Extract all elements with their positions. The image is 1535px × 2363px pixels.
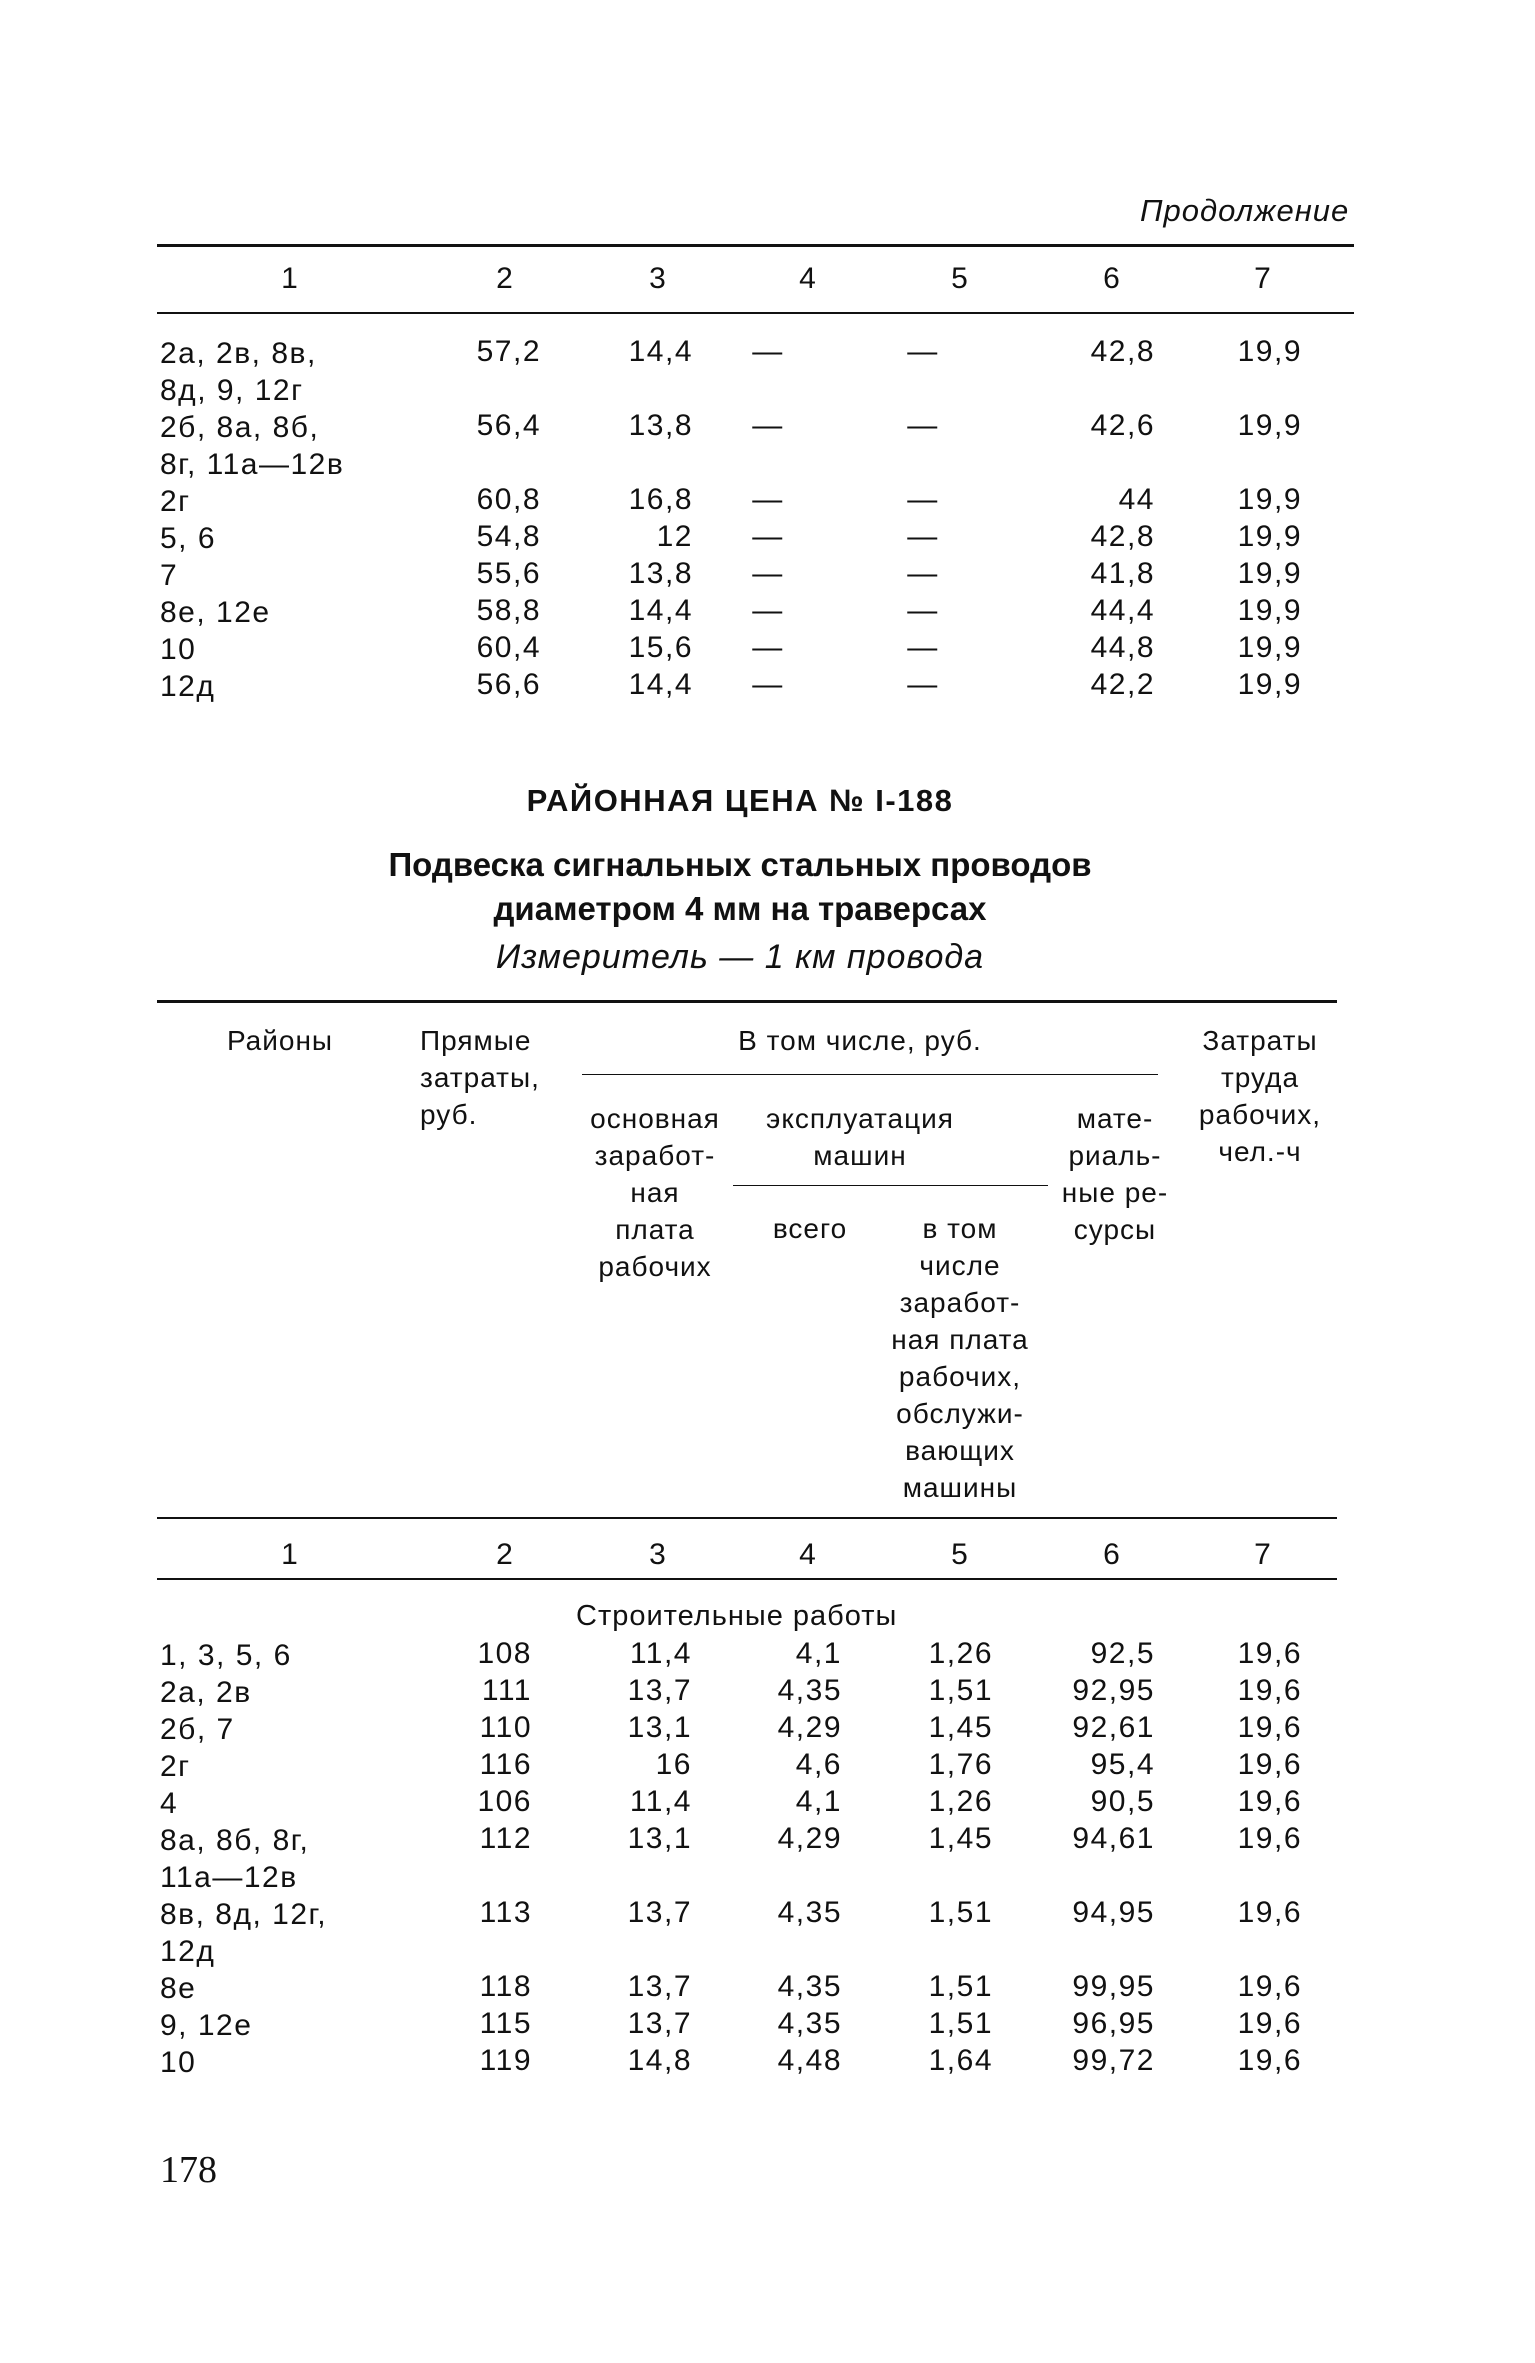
value-cell: 13,8 xyxy=(628,557,693,590)
header-including-rule xyxy=(582,1074,1158,1075)
value-cell: 110 xyxy=(479,1711,532,1744)
value-cell: 4,35 xyxy=(777,1970,842,2003)
value-cell: 44,8 xyxy=(1090,631,1155,664)
value-cell: 1,45 xyxy=(928,1822,993,1855)
header-machine-wage: обслужи- xyxy=(896,1398,1024,1429)
header-machine-wage: рабочих, xyxy=(898,1361,1022,1392)
value-cell: 19,6 xyxy=(1237,1785,1302,1818)
value-cell: 4,1 xyxy=(795,1637,842,1670)
value-cell: — xyxy=(752,409,784,442)
column-number: 4 xyxy=(799,1538,817,1571)
value-cell: — xyxy=(752,520,784,553)
column-number: 6 xyxy=(1103,262,1121,295)
value-cell: 19,9 xyxy=(1237,483,1302,516)
value-cell: 1,45 xyxy=(928,1711,993,1744)
value-cell: 42,8 xyxy=(1090,335,1155,368)
value-cell: 1,26 xyxy=(928,1637,993,1670)
header-labor: труда xyxy=(1220,1062,1300,1093)
value-cell: 99,95 xyxy=(1072,1970,1155,2003)
value-cell: 42,2 xyxy=(1090,668,1155,701)
section-label: Строительные работы xyxy=(576,1600,898,1632)
value-cell: 14,4 xyxy=(628,668,693,701)
value-cell: 19,6 xyxy=(1237,2007,1302,2040)
column-number: 1 xyxy=(281,1538,299,1571)
value-cell: 4,35 xyxy=(777,1674,842,1707)
value-cell: 13,1 xyxy=(627,1822,692,1855)
header-labor: рабочих, xyxy=(1198,1099,1322,1130)
region-cell: 7 xyxy=(160,559,179,592)
table2-colnum-rule xyxy=(157,1578,1337,1580)
value-cell: 92,95 xyxy=(1072,1674,1155,1707)
value-cell: 11,4 xyxy=(629,1637,692,1670)
value-cell: 4,35 xyxy=(777,2007,842,2040)
header-direct-costs: руб. xyxy=(420,1099,478,1130)
region-cell: 8в, 8д, 12г, xyxy=(160,1898,328,1931)
header-machine-wage: числе xyxy=(919,1250,1001,1281)
work-title xyxy=(0,843,1480,931)
value-cell: 56,6 xyxy=(476,668,541,701)
header-labor: чел.-ч xyxy=(1218,1136,1302,1167)
value-cell: 60,8 xyxy=(476,483,541,516)
value-cell: 111 xyxy=(481,1674,532,1707)
value-cell: 94,61 xyxy=(1072,1822,1155,1855)
value-cell: 55,6 xyxy=(476,557,541,590)
value-cell: 19,6 xyxy=(1237,1674,1302,1707)
value-cell: 57,2 xyxy=(476,335,541,368)
value-cell: — xyxy=(752,557,784,590)
region-cell: 8д, 9, 12г xyxy=(160,374,304,407)
value-cell: — xyxy=(907,631,939,664)
header-basic-wage: основная xyxy=(590,1103,720,1134)
value-cell: 42,8 xyxy=(1090,520,1155,553)
header-materials: сурсы xyxy=(1073,1214,1157,1245)
region-cell: 2а, 2в xyxy=(160,1676,252,1709)
header-direct-costs: Прямые xyxy=(420,1025,532,1056)
column-number: 3 xyxy=(649,1538,667,1571)
header-basic-wage: заработ- xyxy=(594,1140,716,1171)
value-cell: 44,4 xyxy=(1090,594,1155,627)
column-number: 4 xyxy=(799,262,817,295)
header-materials: мате- xyxy=(1076,1103,1154,1134)
value-cell: — xyxy=(752,594,784,627)
value-cell: — xyxy=(907,668,939,701)
header-basic-wage: рабочих xyxy=(598,1251,712,1282)
value-cell: 4,1 xyxy=(795,1785,842,1818)
header-direct-costs: затраты, xyxy=(420,1062,540,1093)
value-cell: 19,9 xyxy=(1237,409,1302,442)
value-cell: 119 xyxy=(479,2044,532,2077)
value-cell: 94,95 xyxy=(1072,1896,1155,1929)
value-cell: — xyxy=(752,631,784,664)
value-cell: 19,6 xyxy=(1237,1896,1302,1929)
region-cell: 8е xyxy=(160,1972,197,2005)
value-cell: 58,8 xyxy=(476,594,541,627)
value-cell: 13,1 xyxy=(627,1711,692,1744)
value-cell: 14,8 xyxy=(627,2044,692,2077)
value-cell: 108 xyxy=(477,1637,532,1670)
header-machine-wage: машины xyxy=(902,1472,1018,1503)
header-including: В том числе, руб. xyxy=(738,1025,982,1056)
value-cell: 13,7 xyxy=(627,1674,692,1707)
value-cell: 95,4 xyxy=(1090,1748,1155,1781)
value-cell: 1,51 xyxy=(928,1896,993,1929)
value-cell: 19,6 xyxy=(1237,1711,1302,1744)
value-cell: 4,6 xyxy=(795,1748,842,1781)
region-cell: 12д xyxy=(160,670,216,703)
table1-header-rule xyxy=(157,312,1354,314)
unit-caption: Измеритель — 1 км провода xyxy=(495,938,985,976)
value-cell: — xyxy=(752,668,784,701)
header-machine-wage: заработ- xyxy=(899,1287,1021,1318)
value-cell: 4,35 xyxy=(777,1896,842,1929)
value-cell: — xyxy=(907,594,939,627)
header-basic-wage: плата xyxy=(615,1214,695,1245)
value-cell: 16 xyxy=(655,1748,692,1781)
value-cell: — xyxy=(907,483,939,516)
header-machine-rule xyxy=(733,1185,1048,1186)
region-cell: 2б, 8а, 8б, xyxy=(160,411,320,444)
region-cell: 10 xyxy=(160,633,197,666)
value-cell: 16,8 xyxy=(628,483,693,516)
region-cell: 8г, 11а—12в xyxy=(160,448,345,481)
value-cell: 19,6 xyxy=(1237,2044,1302,2077)
value-cell: 13,7 xyxy=(627,1896,692,1929)
value-cell: 44 xyxy=(1118,483,1155,516)
header-materials: ные ре- xyxy=(1061,1177,1169,1208)
value-cell: — xyxy=(752,335,784,368)
value-cell: 116 xyxy=(479,1748,532,1781)
header-machine-operation: машин xyxy=(813,1140,907,1171)
value-cell: 106 xyxy=(477,1785,532,1818)
region-cell: 11а—12в xyxy=(160,1861,298,1894)
value-cell: 1,64 xyxy=(928,2044,993,2077)
value-cell: 19,9 xyxy=(1237,520,1302,553)
value-cell: 19,9 xyxy=(1237,631,1302,664)
region-cell: 8е, 12е xyxy=(160,596,271,629)
value-cell: 19,9 xyxy=(1237,557,1302,590)
value-cell: 13,8 xyxy=(628,409,693,442)
value-cell: 1,51 xyxy=(928,1674,993,1707)
header-machine-operation: эксплуатация xyxy=(766,1103,954,1134)
value-cell: — xyxy=(907,409,939,442)
value-cell: 96,95 xyxy=(1072,2007,1155,2040)
column-number: 3 xyxy=(649,262,667,295)
value-cell: 1,51 xyxy=(928,1970,993,2003)
value-cell: 99,72 xyxy=(1072,2044,1155,2077)
value-cell: 13,7 xyxy=(627,1970,692,2003)
value-cell: 19,9 xyxy=(1237,335,1302,368)
value-cell: 1,76 xyxy=(928,1748,993,1781)
table2-header-bottom-rule xyxy=(157,1517,1337,1519)
header-total: всего xyxy=(772,1213,848,1244)
region-cell: 2б, 7 xyxy=(160,1713,235,1746)
value-cell: 113 xyxy=(479,1896,532,1929)
column-number: 6 xyxy=(1103,1538,1121,1571)
column-number: 7 xyxy=(1254,262,1272,295)
column-number: 5 xyxy=(951,262,969,295)
region-cell: 2г xyxy=(160,485,191,518)
value-cell: — xyxy=(907,335,939,368)
value-cell: — xyxy=(907,520,939,553)
region-cell: 2г xyxy=(160,1750,191,1783)
value-cell: 1,26 xyxy=(928,1785,993,1818)
region-cell: 4 xyxy=(160,1787,179,1820)
value-cell: 12 xyxy=(656,520,693,553)
header-machine-wage: в том xyxy=(922,1213,998,1244)
value-cell: 1,51 xyxy=(928,2007,993,2040)
value-cell: 115 xyxy=(479,2007,532,2040)
value-cell: 4,48 xyxy=(777,2044,842,2077)
column-number: 1 xyxy=(281,262,299,295)
header-regions: Районы xyxy=(226,1025,334,1056)
value-cell: 42,6 xyxy=(1090,409,1155,442)
value-cell: 118 xyxy=(479,1970,532,2003)
region-cell: 10 xyxy=(160,2046,197,2079)
table1-top-rule xyxy=(157,244,1354,247)
region-cell: 12д xyxy=(160,1935,216,1968)
value-cell: 4,29 xyxy=(777,1711,842,1744)
page-number: 178 xyxy=(160,2149,217,2191)
column-number: 2 xyxy=(496,262,514,295)
value-cell: 14,4 xyxy=(628,594,693,627)
value-cell: 60,4 xyxy=(476,631,541,664)
value-cell: 11,4 xyxy=(629,1785,692,1818)
value-cell: 14,4 xyxy=(628,335,693,368)
value-cell: 90,5 xyxy=(1090,1785,1155,1818)
value-cell: 19,9 xyxy=(1237,594,1302,627)
table2-top-rule xyxy=(157,1000,1337,1003)
header-machine-wage: ная плата xyxy=(891,1324,1029,1355)
value-cell: 92,61 xyxy=(1072,1711,1155,1744)
column-number: 5 xyxy=(951,1538,969,1571)
value-cell: 56,4 xyxy=(476,409,541,442)
region-cell: 5, 6 xyxy=(160,522,217,555)
column-number: 7 xyxy=(1254,1538,1272,1571)
region-cell: 8а, 8б, 8г, xyxy=(160,1824,310,1857)
value-cell: — xyxy=(907,557,939,590)
value-cell: 13,7 xyxy=(627,2007,692,2040)
work-title-line1: Подвеска сигнальных стальных проводов xyxy=(388,846,1092,883)
header-basic-wage: ная xyxy=(630,1177,680,1208)
price-title: РАЙОННАЯ ЦЕНА № I-188 xyxy=(526,783,954,818)
value-cell: 41,8 xyxy=(1090,557,1155,590)
value-cell: 54,8 xyxy=(476,520,541,553)
work-title-line2: диаметром 4 мм на траверсах xyxy=(493,890,987,927)
value-cell: 19,6 xyxy=(1237,1822,1302,1855)
value-cell: 4,29 xyxy=(777,1822,842,1855)
value-cell: 15,6 xyxy=(628,631,693,664)
header-machine-wage: вающих xyxy=(905,1435,1015,1466)
header-labor: Затраты xyxy=(1202,1025,1318,1056)
value-cell: 112 xyxy=(479,1822,532,1855)
value-cell: 92,5 xyxy=(1090,1637,1155,1670)
header-materials: риаль- xyxy=(1068,1140,1162,1171)
region-cell: 9, 12е xyxy=(160,2009,253,2042)
value-cell: — xyxy=(752,483,784,516)
region-cell: 2а, 2в, 8в, xyxy=(160,337,317,370)
region-cell: 1, 3, 5, 6 xyxy=(160,1639,292,1672)
value-cell: 19,9 xyxy=(1237,668,1302,701)
value-cell: 19,6 xyxy=(1237,1748,1302,1781)
continuation-label: Продолжение xyxy=(1140,193,1350,228)
value-cell: 19,6 xyxy=(1237,1970,1302,2003)
value-cell: 19,6 xyxy=(1237,1637,1302,1670)
column-number: 2 xyxy=(496,1538,514,1571)
